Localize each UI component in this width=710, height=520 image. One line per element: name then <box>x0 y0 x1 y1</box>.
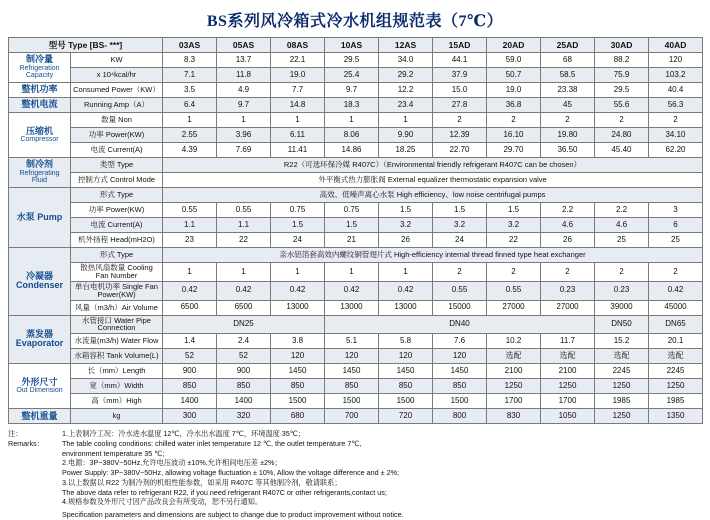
cell: 29.5 <box>325 53 379 68</box>
cell: 29.5 <box>595 83 649 98</box>
cell: 120 <box>271 349 325 364</box>
cell: 3.8 <box>271 334 325 349</box>
cell: 7.6 <box>433 334 487 349</box>
cell: 0.55 <box>163 203 217 218</box>
cell: 6 <box>649 218 703 233</box>
cell: 1350 <box>649 409 703 424</box>
cell: 14.8 <box>271 98 325 113</box>
row-label-running-amp: 整机电流 <box>9 98 71 113</box>
cell: 19.0 <box>271 68 325 83</box>
cell: 34.0 <box>379 53 433 68</box>
cell: 0.42 <box>271 281 325 300</box>
table-row <box>9 68 703 83</box>
cell: 23.4 <box>379 98 433 113</box>
cell: 52 <box>163 349 217 364</box>
cell: 22.70 <box>433 143 487 158</box>
cell: 2 <box>433 113 487 128</box>
cell: 50.7 <box>487 68 541 83</box>
cell: 1 <box>325 113 379 128</box>
cell: 4.6 <box>595 218 649 233</box>
row-label-condenser: 冷凝器 Condenser <box>9 248 71 316</box>
cell: 12.39 <box>433 128 487 143</box>
cell: 2.2 <box>541 203 595 218</box>
row-sub-high: 高（mm）High <box>71 394 163 409</box>
table-row <box>9 349 703 364</box>
cell-dn40: DN40 <box>325 315 595 334</box>
model-15ad: 15AD <box>433 38 487 53</box>
cell: 1.1 <box>163 218 217 233</box>
cell: 2 <box>433 263 487 282</box>
cell: 0.23 <box>541 281 595 300</box>
row-sub-running-amp: Running Amp（A） <box>71 98 163 113</box>
cell: 8.3 <box>163 53 217 68</box>
row-sub-single-fan-power: 单台电机功率 Single Fan Power(KW) <box>71 281 163 300</box>
cell: 56.3 <box>649 98 703 113</box>
cell: 23 <box>163 233 217 248</box>
cell: 1 <box>163 263 217 282</box>
row-sub-water-pipe-connection: 水管接口 Water Pipe Connection <box>71 315 163 334</box>
cell: 选配 <box>487 349 541 364</box>
cell: 2 <box>595 263 649 282</box>
cell: 14.86 <box>325 143 379 158</box>
table-row <box>9 143 703 158</box>
cell: 3.5 <box>163 83 217 98</box>
cell: 120 <box>325 349 379 364</box>
cell: 120 <box>433 349 487 364</box>
cell: 4.9 <box>217 83 271 98</box>
remark-line-en-3: Power Supply: 3P~380V~50Hz, allowing voltage fluctuation ± 10%, Allow the voltage difference and ± 2%; <box>62 468 399 478</box>
cell: 2100 <box>541 364 595 379</box>
cell: 2245 <box>595 364 649 379</box>
cell: 3 <box>649 203 703 218</box>
row-sub-length: 长（mm）Length <box>71 364 163 379</box>
cell: 88.2 <box>595 53 649 68</box>
remark-line-en-1: The table cooling conditions: chilled water inlet temperature 12 ℃, the outlet temperature 7℃, <box>62 438 362 448</box>
row-label-total-weight: 整机重量 <box>9 409 71 424</box>
cell: 26 <box>379 233 433 248</box>
cell: 22 <box>217 233 271 248</box>
cell: 1985 <box>649 394 703 409</box>
cell: 0.55 <box>217 203 271 218</box>
cell: 25 <box>595 233 649 248</box>
table-row <box>9 379 703 394</box>
cell: 1400 <box>217 394 271 409</box>
cell: 9.90 <box>379 128 433 143</box>
cell: 0.55 <box>487 281 541 300</box>
table-row <box>9 83 703 98</box>
remark-line-cn-1: 1.上表制冷工况：冷水进水温度 12℃，冷水出水温度 7℃，环境温度 35℃； <box>62 429 306 439</box>
row-sub-compressor-current: 电流 Current(A) <box>71 143 163 158</box>
cell: 1500 <box>433 394 487 409</box>
cell: 320 <box>217 409 271 424</box>
model-30ad: 30AD <box>595 38 649 53</box>
cell: 1250 <box>595 409 649 424</box>
cell: 75.9 <box>595 68 649 83</box>
cell: 2 <box>541 263 595 282</box>
model-08as: 08AS <box>271 38 325 53</box>
cell-dn50: DN50 <box>595 315 649 334</box>
cell: 36.8 <box>487 98 541 113</box>
cell: 1.5 <box>271 218 325 233</box>
cell: 59.0 <box>487 53 541 68</box>
cell: 850 <box>379 379 433 394</box>
cell: 2.55 <box>163 128 217 143</box>
cell: 850 <box>433 379 487 394</box>
table-row <box>9 364 703 379</box>
cell: 8.06 <box>325 128 379 143</box>
cell: 62.20 <box>649 143 703 158</box>
table-row <box>9 300 703 315</box>
cell: 9.7 <box>217 98 271 113</box>
cell: 4.6 <box>541 218 595 233</box>
remark-line-cn-2: 2.电源：3P~380V~50Hz,允许电压波动 ±10%,允许相间电压差 ±2%； <box>62 458 282 468</box>
page-title: BS系列风冷箱式冷水机组规范表（7℃） <box>206 13 504 30</box>
row-sub-fan-number: 散热风扇数量 Cooling Fan Number <box>71 263 163 282</box>
cell: 9.7 <box>325 83 379 98</box>
cell: 36.50 <box>541 143 595 158</box>
cell-dn25: DN25 <box>163 315 325 334</box>
cell-merged-control-mode: 外平衡式热力膨胀阀 External equalizer thermostatic expansion valve <box>163 173 703 188</box>
cell: 27000 <box>487 300 541 315</box>
cell: 22.1 <box>271 53 325 68</box>
remark-line-cn-3: 3.以上数据以 R22 为制冷剂的机组性能参数，如采用 R407C 等其他制冷剂，敬请联系； <box>62 477 342 487</box>
model-03as: 03AS <box>163 38 217 53</box>
remarks-block <box>8 429 702 519</box>
cell: 1.4 <box>163 334 217 349</box>
row-label-evaporator: 蒸发器 Evaporator <box>9 315 71 364</box>
row-label-consumed-power: 整机功率 <box>9 83 71 98</box>
cell: 1700 <box>541 394 595 409</box>
row-sub-pump-current: 电流 Current(A) <box>71 218 163 233</box>
cell: 24 <box>271 233 325 248</box>
remark-line-en-4: The above data refer to refrigerant R22, if you need refrigerant R407C or other refrigerants,contact us; <box>62 487 387 497</box>
row-sub-pump-power: 功率 Power(KW) <box>71 203 163 218</box>
cell: 1 <box>325 263 379 282</box>
table-row <box>9 218 703 233</box>
cell: 1.5 <box>433 203 487 218</box>
cell: 24 <box>433 233 487 248</box>
table-row <box>9 98 703 113</box>
cell: 3.2 <box>487 218 541 233</box>
cell: 18.25 <box>379 143 433 158</box>
cell: 850 <box>163 379 217 394</box>
row-label-refrigerating-fluid: 制冷剂 Refrigerating Fluid <box>9 158 71 188</box>
cell: 21 <box>325 233 379 248</box>
cell: 2 <box>595 113 649 128</box>
cell: 12.2 <box>379 83 433 98</box>
model-20ad: 20AD <box>487 38 541 53</box>
cell: 45 <box>541 98 595 113</box>
row-sub-kcal: x 10⁴kcal/hr <box>71 68 163 83</box>
table-row <box>9 173 703 188</box>
row-label-pump: 水泵 Pump <box>9 188 71 248</box>
cell: 830 <box>487 409 541 424</box>
cell-merged-refrigerant: R22（可选环保冷媒 R407C）（Environmental friendly refrigerant R407C can be chosen） <box>163 158 703 173</box>
model-10as: 10AS <box>325 38 379 53</box>
cell: 1 <box>163 113 217 128</box>
remarks-label-en: Remarks： <box>8 438 44 448</box>
cell: 6500 <box>163 300 217 315</box>
cell: 7.1 <box>163 68 217 83</box>
cell: 20.1 <box>649 334 703 349</box>
cell-merged-pump-type: 高效、低噪声离心水泵 High efficiency、low noise centrifugal pumps <box>163 188 703 203</box>
table-row <box>9 315 703 334</box>
model-header-cell: 型号 Type [BS- ***] <box>9 38 163 53</box>
cell: 45.40 <box>595 143 649 158</box>
remark-line-cn-4: 4.规格参数及外形尺寸因产品改良会有所变动，恕不另行通知。 <box>62 497 263 507</box>
cell: 1050 <box>541 409 595 424</box>
cell: 24.80 <box>595 128 649 143</box>
table-row <box>9 188 703 203</box>
cell: 68 <box>541 53 595 68</box>
cell: 1 <box>271 263 325 282</box>
cell: 1500 <box>325 394 379 409</box>
cell: 0.75 <box>271 203 325 218</box>
cell: 52 <box>217 349 271 364</box>
table-row <box>9 158 703 173</box>
cell: 27000 <box>541 300 595 315</box>
cell: 0.42 <box>379 281 433 300</box>
cell: 5.1 <box>325 334 379 349</box>
table-row <box>9 248 703 263</box>
cell: 22 <box>487 233 541 248</box>
cell: 13.7 <box>217 53 271 68</box>
cell: 2 <box>487 113 541 128</box>
cell: 29.70 <box>487 143 541 158</box>
cell: 850 <box>217 379 271 394</box>
table-header-row <box>9 38 703 53</box>
cell: 55.6 <box>595 98 649 113</box>
table-row <box>9 409 703 424</box>
cell: 1450 <box>271 364 325 379</box>
cell: 2245 <box>649 364 703 379</box>
cell: 1 <box>217 113 271 128</box>
cell: 1.1 <box>217 218 271 233</box>
cell: 1.5 <box>379 203 433 218</box>
cell: 13000 <box>271 300 325 315</box>
cell: 15.0 <box>433 83 487 98</box>
cell: 1985 <box>595 394 649 409</box>
cell: 6.4 <box>163 98 217 113</box>
table-row <box>9 128 703 143</box>
cell: 680 <box>271 409 325 424</box>
cell: 300 <box>163 409 217 424</box>
cell: 0.42 <box>163 281 217 300</box>
table-row <box>9 233 703 248</box>
model-40ad: 40AD <box>649 38 703 53</box>
cell: 700 <box>325 409 379 424</box>
cell: 18.3 <box>325 98 379 113</box>
row-sub-pump-type: 形式 Type <box>71 188 163 203</box>
cell: 15000 <box>433 300 487 315</box>
cell: 1250 <box>487 379 541 394</box>
row-sub-water-flow: 水流量(m3/h) Water Flow <box>71 334 163 349</box>
cell: 1250 <box>595 379 649 394</box>
cell: 0.42 <box>217 281 271 300</box>
cell: 900 <box>163 364 217 379</box>
row-sub-width: 宽（mm）Width <box>71 379 163 394</box>
row-sub-refrigerant-type: 类型 Type <box>71 158 163 173</box>
cell: 7.69 <box>217 143 271 158</box>
cell: 1 <box>271 113 325 128</box>
cell: 40.4 <box>649 83 703 98</box>
table-row <box>9 113 703 128</box>
cell: 900 <box>217 364 271 379</box>
cell: 1500 <box>379 394 433 409</box>
cell: 0.75 <box>325 203 379 218</box>
cell: 19.0 <box>487 83 541 98</box>
cell: 1500 <box>271 394 325 409</box>
cell: 2100 <box>487 364 541 379</box>
row-sub-control-mode: 控制方式 Control Mode <box>71 173 163 188</box>
cell: 27.8 <box>433 98 487 113</box>
cell: 16.10 <box>487 128 541 143</box>
cell: 11.41 <box>271 143 325 158</box>
cell: 2 <box>541 113 595 128</box>
row-sub-condenser-type: 形式 Type <box>71 248 163 263</box>
cell: 15.2 <box>595 334 649 349</box>
cell: 1.5 <box>325 218 379 233</box>
cell: 37.9 <box>433 68 487 83</box>
cell: 34.10 <box>649 128 703 143</box>
model-25ad: 25AD <box>541 38 595 53</box>
cell: 2.4 <box>217 334 271 349</box>
row-sub-kw: KW <box>71 53 163 68</box>
cell-merged-condenser-type: 亲水铝箔套高效内螺纹铜管翅片式 High-efficiency internal thread finned type heat exchanger <box>163 248 703 263</box>
cell: 1 <box>217 263 271 282</box>
cell: 39000 <box>595 300 649 315</box>
row-sub-compressor-power: 功率 Power(KW) <box>71 128 163 143</box>
cell: 2 <box>649 113 703 128</box>
cell: 1 <box>379 113 433 128</box>
cell: 1700 <box>487 394 541 409</box>
row-sub-total-weight: kg <box>71 409 163 424</box>
cell: 1450 <box>433 364 487 379</box>
cell: 3.2 <box>379 218 433 233</box>
row-sub-compressor-non: 数量 Non <box>71 113 163 128</box>
cell: 10.2 <box>487 334 541 349</box>
cell: 6500 <box>217 300 271 315</box>
cell: 2 <box>487 263 541 282</box>
cell: 58.5 <box>541 68 595 83</box>
cell: 13000 <box>325 300 379 315</box>
remark-line-en-2: environment temperature 35 ℃; <box>62 448 165 458</box>
cell: 44.1 <box>433 53 487 68</box>
cell: 0.55 <box>433 281 487 300</box>
cell: 19.80 <box>541 128 595 143</box>
cell: 45000 <box>649 300 703 315</box>
cell: 1450 <box>325 364 379 379</box>
table-row <box>9 263 703 282</box>
cell: 0.42 <box>649 281 703 300</box>
cell: 3.2 <box>433 218 487 233</box>
model-05as: 05AS <box>217 38 271 53</box>
row-sub-consumed-power: Consumed Power（KW） <box>71 83 163 98</box>
cell: 6.11 <box>271 128 325 143</box>
cell: 1250 <box>541 379 595 394</box>
table-row <box>9 53 703 68</box>
cell: 选配 <box>649 349 703 364</box>
cell: 23.38 <box>541 83 595 98</box>
row-label-refrigeration-capacity: 制冷量 Refrigeration Capacity <box>9 53 71 83</box>
row-sub-air-volume: 风量（m3/h）Air Volume <box>71 300 163 315</box>
cell: 103.2 <box>649 68 703 83</box>
remarks-label-cn: 注： <box>8 429 23 439</box>
cell: 720 <box>379 409 433 424</box>
table-row <box>9 203 703 218</box>
cell: 5.8 <box>379 334 433 349</box>
cell: 850 <box>271 379 325 394</box>
cell: 1.5 <box>487 203 541 218</box>
cell: 2.2 <box>595 203 649 218</box>
cell: 25 <box>649 233 703 248</box>
cell: 1250 <box>649 379 703 394</box>
row-label-out-dimension: 外形尺寸 Out Dimension <box>9 364 71 409</box>
row-sub-pump-head: 机外扬程 Head(mH2O) <box>71 233 163 248</box>
cell: 29.2 <box>379 68 433 83</box>
remark-footer: Specification parameters and dimensions are subject to change due to product improvement without notice. <box>62 510 404 519</box>
cell: 选配 <box>541 349 595 364</box>
cell: 26 <box>541 233 595 248</box>
table-row <box>9 334 703 349</box>
table-row <box>9 394 703 409</box>
cell: 1 <box>379 263 433 282</box>
table-row <box>9 281 703 300</box>
row-label-compressor: 压缩机 Compressor <box>9 113 71 158</box>
cell: 850 <box>325 379 379 394</box>
cell: 11.8 <box>217 68 271 83</box>
cell: 0.23 <box>595 281 649 300</box>
cell: 4.39 <box>163 143 217 158</box>
row-sub-tank-volume: 水箱容积 Tank Volume(L) <box>71 349 163 364</box>
cell: 0.42 <box>325 281 379 300</box>
cell: 13000 <box>379 300 433 315</box>
model-12as: 12AS <box>379 38 433 53</box>
cell: 7.7 <box>271 83 325 98</box>
cell: 120 <box>649 53 703 68</box>
cell: 1400 <box>163 394 217 409</box>
cell: 1450 <box>379 364 433 379</box>
cell: 选配 <box>595 349 649 364</box>
cell: 25.4 <box>325 68 379 83</box>
cell: 800 <box>433 409 487 424</box>
specification-table <box>8 37 703 424</box>
cell: 2 <box>649 263 703 282</box>
cell-dn65: DN65 <box>649 315 703 334</box>
cell: 120 <box>379 349 433 364</box>
cell: 11.7 <box>541 334 595 349</box>
cell: 3.96 <box>217 128 271 143</box>
